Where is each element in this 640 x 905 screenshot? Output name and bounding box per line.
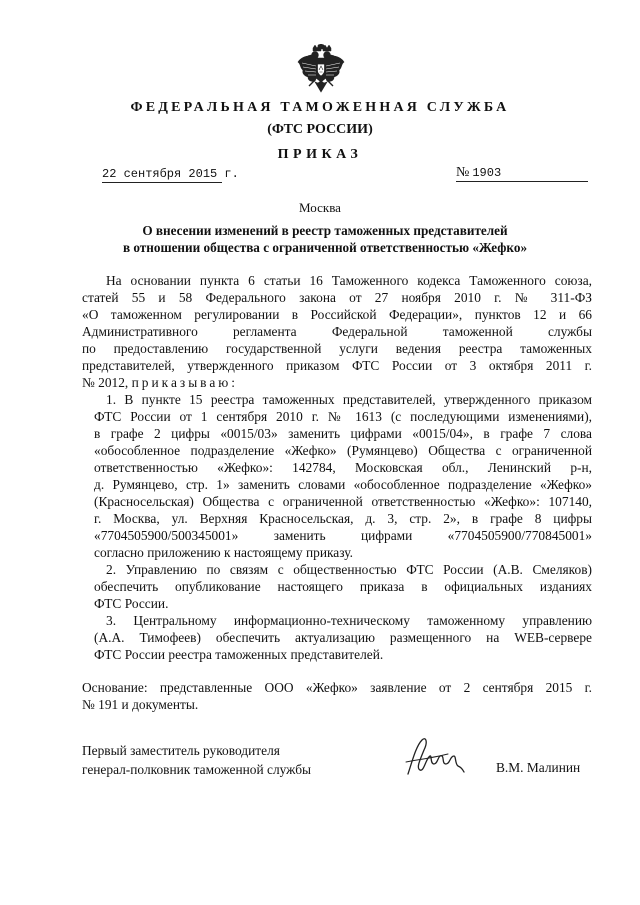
- basis-line: № 191 и документы.: [82, 697, 199, 712]
- signer-position-line: Первый заместитель руководителя: [82, 743, 280, 758]
- signer-position-line: генерал-полковник таможенной службы: [82, 762, 312, 777]
- item-1-line: г. Москва, ул. Верхняя Красносельская, д. 3, стр. 2», в графе 8 цифры: [94, 511, 592, 526]
- preamble-line: На основании пункта 6 статьи 16 Таможенного кодекса Таможенного союза,: [106, 273, 592, 288]
- order-subject: [60, 222, 590, 256]
- basis-line: Основание: представленные ООО «Жефко» заявление от 2 сентября 2015 г.: [82, 680, 592, 695]
- item-1-line: «7704505900/500345001» заменить цифрами «7704505900/770845001»: [94, 528, 592, 543]
- number-sign: №: [456, 165, 470, 180]
- document-type-title: ПРИКАЗ: [277, 147, 363, 162]
- preamble-line: представителей, утвержденного приказом ФТС России от 3 октября 2011 г.: [82, 358, 592, 373]
- item-1-line: 1. В пункте 15 реестра таможенных представителей, утвержденного приказом: [106, 392, 592, 407]
- item-1-line: согласно приложению к настоящему приказу.: [94, 545, 353, 560]
- preamble-line: по предоставлению государственной услуги ведения реестра таможенных: [82, 341, 592, 356]
- preamble-line: Административного регламента Федеральной таможенной службы: [82, 324, 592, 339]
- agency-name: ФЕДЕРАЛЬНАЯ ТАМОЖЕННАЯ СЛУЖБА: [130, 100, 510, 115]
- item-1-line: ответственностью «Жефко»: 142784, Московская обл., Ленинский р-н,: [94, 460, 592, 475]
- order-body: [82, 272, 592, 663]
- city: Москва: [299, 200, 341, 215]
- order-verb: приказываю:: [131, 375, 238, 390]
- signer-name: В.М. Малинин: [496, 760, 581, 775]
- agency-short-name: (ФТС РОССИИ): [267, 122, 373, 137]
- item-3-line: (А.А. Тимофеев) обеспечить актуализацию размещенного на WEB-сервере: [94, 630, 592, 645]
- order-number-field: [456, 165, 588, 182]
- handwritten-signature: [402, 734, 468, 780]
- item-2-line: обеспечить опубликование настоящего приказа в официальных изданиях: [94, 579, 592, 594]
- item-1-line: «обособленное подразделение «Жефко» (Румянцево) Общества с ограниченной: [94, 443, 592, 458]
- preamble-line: статей 55 и 58 Федерального закона от 27 ноября 2010 г. № 311-ФЗ: [82, 290, 592, 305]
- preamble-line: [82, 374, 592, 391]
- item-1-line: в графе 2 цифры «0015/03» заменить цифрами «0015/04», в графе 7 слова: [94, 426, 592, 441]
- item-2-line: ФТС России.: [94, 596, 169, 611]
- item-3-line: 3. Центральному информационно-техническому таможенному управлению: [106, 613, 592, 628]
- subject-line: О внесении изменений в реестр таможенных представителей: [142, 223, 508, 238]
- signer-position: [82, 741, 311, 779]
- item-2-line: 2. Управлению по связям с общественностью ФТС России (А.В. Смеляков): [106, 562, 592, 577]
- order-basis: [82, 679, 592, 713]
- item-1-line: ФТС России от 1 сентября 2010 г. № 1613 (с последующими изменениями),: [94, 409, 592, 424]
- item-3-line: ФТС России реестра таможенных представителей.: [94, 647, 384, 662]
- subject-line: в отношении общества с ограниченной ответственностью «Жефко»: [122, 240, 528, 255]
- preamble-line: «О таможенном регулировании в Российской Федерации», пунктов 12 и 66: [82, 307, 592, 322]
- double-headed-eagle-emblem-icon: [296, 44, 346, 98]
- preamble-ref: № 2012,: [82, 375, 129, 390]
- item-1-line: (Красносельская) Общества с ограниченной ответственностью «Жефко»: 107140,: [94, 494, 592, 509]
- order-date: 22 сентября 2015 г.: [102, 167, 239, 181]
- order-number: 1903: [472, 166, 502, 180]
- item-1-line: д. Румянцево, стр. 1» заменить словами «обособленное подразделение «Жефко»: [94, 477, 592, 492]
